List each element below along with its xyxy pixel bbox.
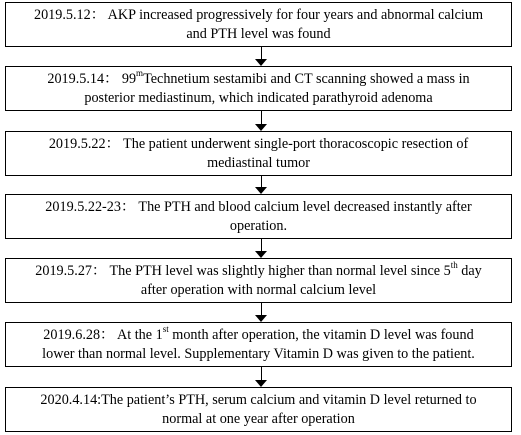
step-text-line: 2019.5.22： The patient underwent single-port thoracoscopic resection of [48,135,469,152]
step-text-line [42,323,475,345]
text-segment: 2019.5.14： 99 [47,70,137,87]
step-text-line [47,67,470,89]
timeline-step-box [5,387,512,432]
step-text-line: 2019.5.12： AKP increased progressively for four years and abnormal calcium [33,6,483,23]
step-text-line: posterior mediastinum, which indicated parathyroid adenoma [84,89,433,106]
superscript: m [136,67,144,78]
superscript: st [162,323,169,334]
step-text [34,6,483,44]
down-arrow-icon [255,176,267,194]
superscript: th [450,259,458,270]
text-segment: day [457,262,482,279]
step-text [42,323,475,364]
step-text [47,67,470,108]
down-arrow-icon [255,239,267,258]
step-text-line: normal at one year after operation [162,410,355,427]
step-text-line: 2020.4.14:The patient’s PTH, serum calcium and vitamin D level returned to [40,391,477,408]
step-text-line: mediastinal tumor [207,154,310,171]
step-text-line: lower than normal level. Supplementary Vitamin D was given to the patient. [42,345,475,362]
step-text [35,259,482,300]
step-text-line: after operation with normal calcium level [140,281,377,298]
step-text-line: and PTH level was found [186,25,331,42]
step-text-line: operation. [229,217,288,234]
timeline-step-box [5,2,512,47]
timeline-step-box [5,194,512,239]
down-arrow-icon [255,367,267,387]
down-arrow-icon [255,47,267,66]
step-text [45,198,471,236]
timeline-step-box [5,131,512,176]
text-segment: Technetium sestamibi and CT scanning showed a mass in [143,70,470,87]
down-arrow-icon [255,111,267,131]
down-arrow-icon [255,303,267,322]
step-text-line: 2019.5.22-23： The PTH and blood calcium level decreased instantly after [45,198,472,215]
step-text-line [35,259,482,281]
step-text [40,391,476,429]
text-segment: 2019.6.28： At the 1 [43,326,163,343]
text-segment: 2019.5.27： The PTH level was slightly higher than normal level since 5 [35,262,451,279]
step-text [49,135,468,173]
text-segment: month after operation, the vitamin D level was found [168,326,474,343]
timeline-step-box [5,258,512,303]
timeline-step-box [5,66,512,111]
timeline-step-box [5,322,512,367]
